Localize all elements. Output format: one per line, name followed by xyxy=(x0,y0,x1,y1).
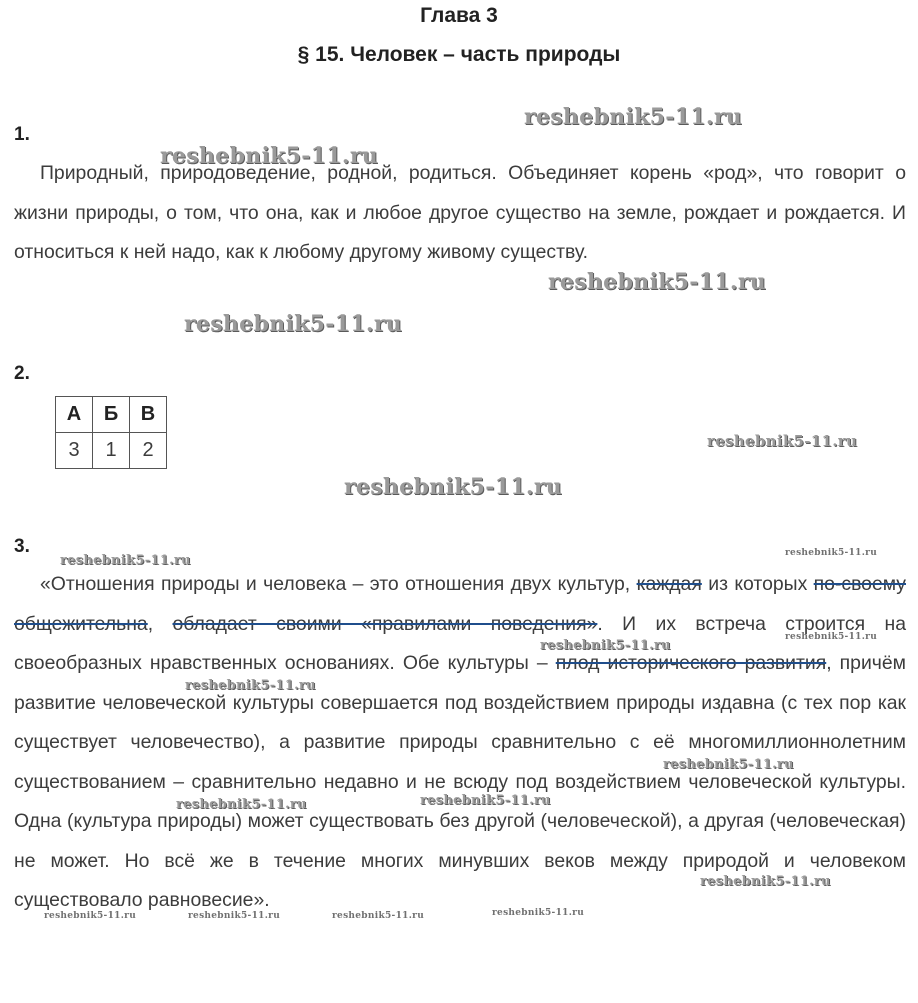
watermark: reshebnik5-11.ru xyxy=(785,548,878,558)
answer-table-header-v: В xyxy=(130,397,167,433)
task-1-text: Природный, природоведение, родной, родиться. Объединяет корень «род», что говорит о жизни природы, о том, что она, как и любое другое существо на земле, рождает и рождается. И относиться к ней надо, как к любому другому живому существу. xyxy=(14,162,906,263)
answer-table-value-v: 2 xyxy=(130,433,167,469)
watermark: reshebnik5-11.ru xyxy=(540,638,671,653)
watermark: reshebnik5-11.ru xyxy=(663,757,794,772)
watermark: reshebnik5-11.ru xyxy=(344,474,563,500)
answer-table-header-row xyxy=(56,397,167,433)
task-3-number: 3. xyxy=(14,536,30,557)
struck-phrase: по-своему общежительна xyxy=(14,573,906,635)
task-3-text-part: . И их встреча строится на своеобразных нравственных основаниях. Обе культуры – xyxy=(14,612,906,674)
answer-table-header-b: Б xyxy=(93,397,130,433)
watermark: reshebnik5-11.ru xyxy=(160,143,379,169)
watermark: reshebnik5-11.ru xyxy=(44,911,137,921)
watermark: reshebnik5-11.ru xyxy=(785,632,878,642)
watermark: reshebnik5-11.ru xyxy=(700,874,831,889)
chapter-title: Глава 3 xyxy=(420,4,498,27)
task-3-text-part: «Отношения природы и человека – это отношения двух культур, xyxy=(40,573,637,595)
watermark: reshebnik5-11.ru xyxy=(332,911,425,921)
struck-phrase: плод исторического развития xyxy=(555,652,827,674)
answer-table-value-b: 1 xyxy=(93,433,130,469)
task-3-text-part: , причём развитие человеческой культуры совершается под воздействием природы издавна (с тех пор как существует человечество), а развитие природы сравнительно с её многомиллионнолетним существованием – сравнительно недавно и не всюду под воздействием человеческой культуры. Одна (культура природы) может существовать без другой (человеческой), а другая (человеческая) не может. Но всё же в течение многих минувших веков между природой и человеком существовало равновесие». xyxy=(14,652,907,911)
answer-table-header-a: А xyxy=(56,397,93,433)
watermark: reshebnik5-11.ru xyxy=(548,269,767,295)
watermark: reshebnik5-11.ru xyxy=(185,678,316,693)
watermark: reshebnik5-11.ru xyxy=(524,104,743,130)
task-3-text-part: , xyxy=(147,612,173,635)
watermark: reshebnik5-11.ru xyxy=(707,432,858,450)
watermark: reshebnik5-11.ru xyxy=(176,797,307,812)
watermark: reshebnik5-11.ru xyxy=(188,911,281,921)
task-1-number: 1. xyxy=(14,124,30,145)
struck-word: каждая xyxy=(636,573,702,595)
watermark: reshebnik5-11.ru xyxy=(184,311,403,337)
watermark: reshebnik5-11.ru xyxy=(492,908,585,918)
watermark: reshebnik5-11.ru xyxy=(60,553,191,568)
task-2-number: 2. xyxy=(14,363,30,384)
struck-phrase: обладает своими «правилами поведения» xyxy=(172,612,598,635)
answer-table xyxy=(55,396,167,469)
task-3-text xyxy=(14,565,906,921)
answer-table-value-row xyxy=(56,433,167,469)
task-3-text-part: из которых xyxy=(701,573,814,595)
section-title: § 15. Человек – часть природы xyxy=(297,43,621,66)
answer-table-value-a: 3 xyxy=(56,433,93,469)
watermark: reshebnik5-11.ru xyxy=(420,793,551,808)
